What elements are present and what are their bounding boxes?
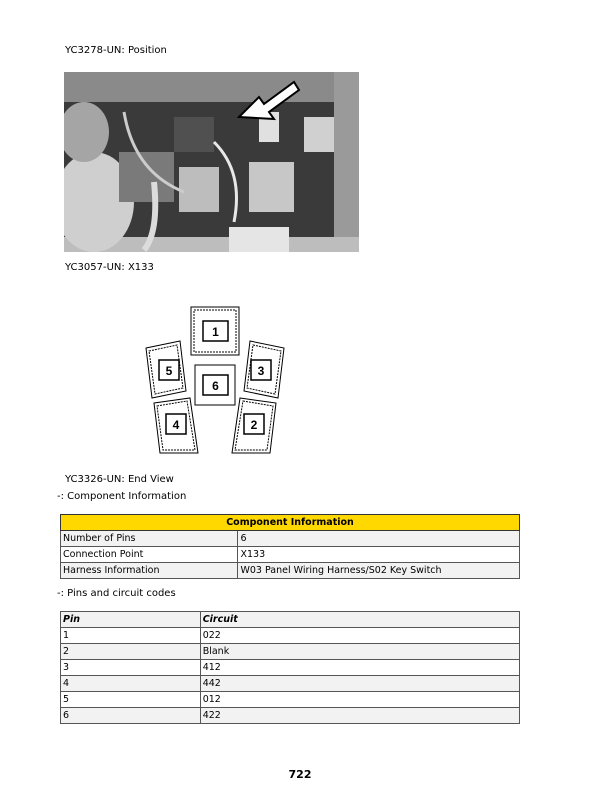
pins-table [60, 611, 520, 724]
pin-3-label: 3 [257, 364, 265, 378]
table-row [61, 628, 520, 644]
table-row [61, 676, 520, 692]
end-view-caption: YC3326-UN: End View [65, 474, 174, 485]
connector-diagram [140, 303, 290, 458]
component-info-heading: -: Component Information [57, 491, 187, 502]
circuit-cell: 422 [200, 708, 519, 724]
circuit-cell: Blank [200, 644, 519, 660]
pin-cell: 6 [61, 708, 201, 724]
pin-6-label: 6 [212, 379, 219, 393]
pin-cell: 1 [61, 628, 201, 644]
table-row [61, 531, 520, 547]
table-row [61, 644, 520, 660]
row-value: W03 Panel Wiring Harness/S02 Key Switch [238, 563, 520, 579]
table-row [61, 660, 520, 676]
row-label: Connection Point [61, 547, 238, 563]
circuit-cell: 012 [200, 692, 519, 708]
pin-5-label: 5 [165, 364, 173, 378]
pin-cell: 3 [61, 660, 201, 676]
table-row [61, 708, 520, 724]
pin-cell: 4 [61, 676, 201, 692]
pin-cell: 2 [61, 644, 201, 660]
circuit-cell: 022 [200, 628, 519, 644]
circuit-cell: 442 [200, 676, 519, 692]
pin-1-label: 1 [212, 325, 219, 339]
pin-2-label: 2 [250, 418, 258, 432]
pin-4-label: 4 [172, 418, 180, 432]
connector-caption: YC3057-UN: X133 [65, 262, 154, 273]
page-number: 722 [288, 768, 312, 781]
circuit-column-header: Circuit [200, 612, 519, 628]
pins-heading: -: Pins and circuit codes [57, 588, 176, 599]
pin-column-header: Pin [61, 612, 201, 628]
row-label: Number of Pins [61, 531, 238, 547]
pin-cell: 5 [61, 692, 201, 708]
component-info-table [60, 514, 520, 579]
row-value: X133 [238, 547, 520, 563]
circuit-cell: 412 [200, 660, 519, 676]
photo-caption: YC3278-UN: Position [65, 45, 167, 56]
row-value: 6 [238, 531, 520, 547]
table-row [61, 563, 520, 579]
row-label: Harness Information [61, 563, 238, 579]
table-row [61, 547, 520, 563]
component-info-title: Component Information [61, 515, 520, 531]
switch-location-photo [64, 72, 359, 252]
table-row [61, 692, 520, 708]
